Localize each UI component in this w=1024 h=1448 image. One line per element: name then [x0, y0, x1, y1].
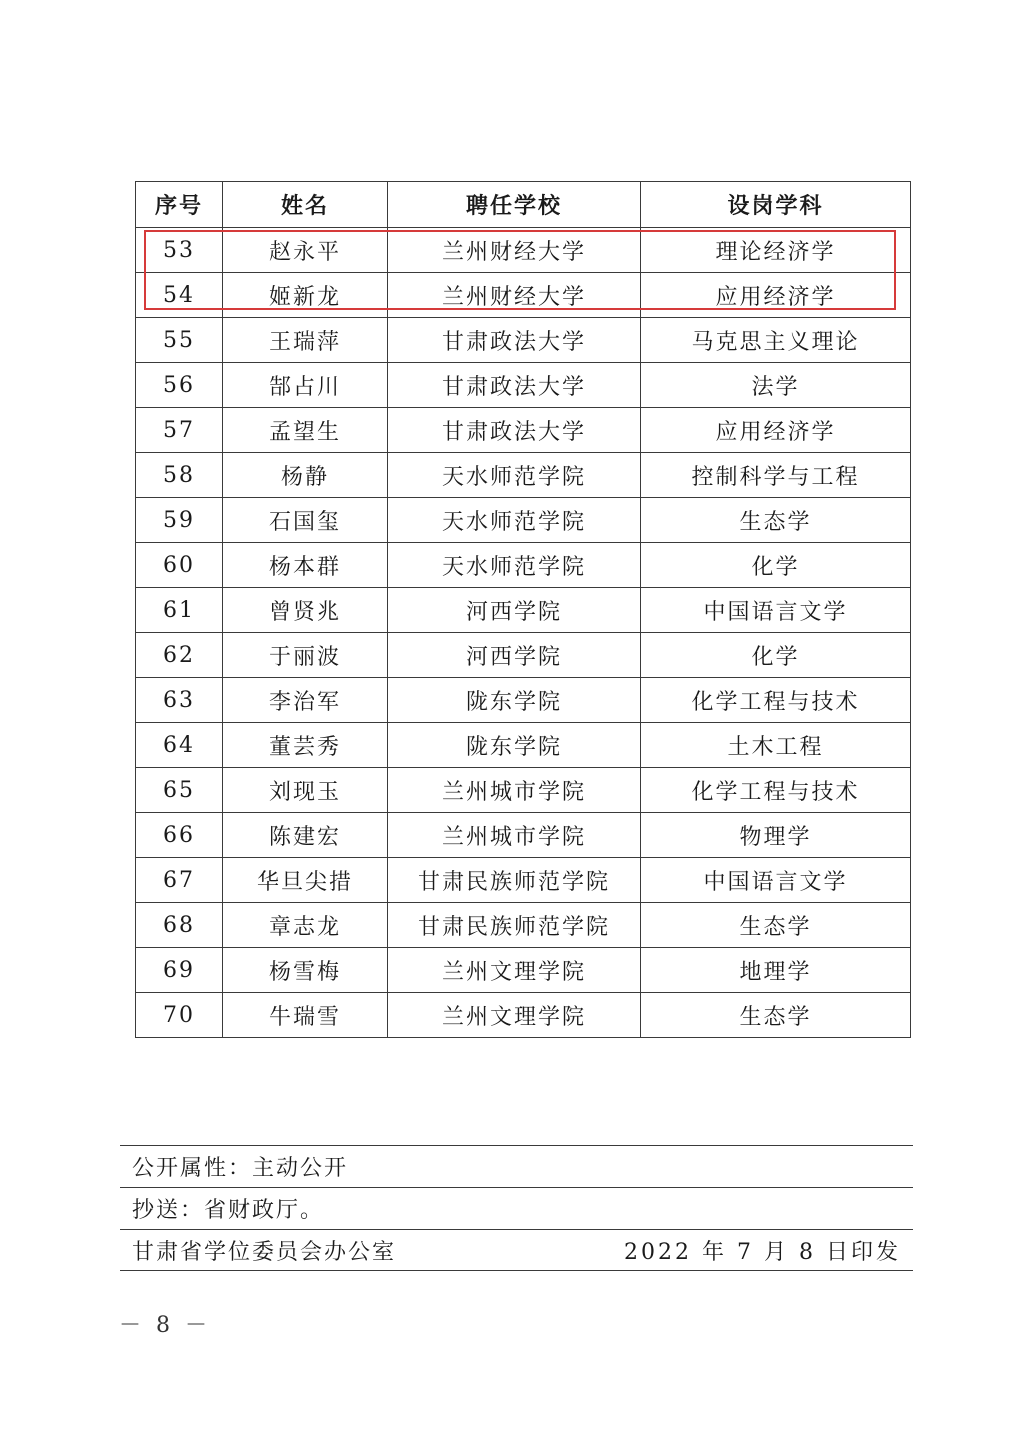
cell-name: 章志龙 [223, 903, 388, 948]
cell-serial: 63 [136, 678, 223, 723]
cell-school: 兰州文理学院 [388, 993, 641, 1038]
table-row [136, 993, 911, 1038]
table-row [136, 453, 911, 498]
header-school: 聘任学校 [388, 182, 641, 228]
appointment-table [135, 181, 911, 1038]
cell-discipline: 土木工程 [641, 723, 911, 768]
cell-name: 杨雪梅 [223, 948, 388, 993]
cell-name: 李治军 [223, 678, 388, 723]
cell-discipline: 控制科学与工程 [641, 453, 911, 498]
cell-name: 于丽波 [223, 633, 388, 678]
cell-serial: 66 [136, 813, 223, 858]
cell-school: 兰州财经大学 [388, 273, 641, 318]
cell-name: 郜占川 [223, 363, 388, 408]
cell-discipline: 物理学 [641, 813, 911, 858]
cell-discipline: 生态学 [641, 498, 911, 543]
table-row [136, 813, 911, 858]
cell-serial: 58 [136, 453, 223, 498]
table-row [136, 948, 911, 993]
cell-school: 甘肃民族师范学院 [388, 858, 641, 903]
cell-name: 王瑞萍 [223, 318, 388, 363]
cell-school: 天水师范学院 [388, 543, 641, 588]
cell-discipline: 应用经济学 [641, 273, 911, 318]
cell-discipline: 中国语言文学 [641, 588, 911, 633]
issuer-row [120, 1229, 913, 1271]
cell-name: 杨静 [223, 453, 388, 498]
table-row [136, 858, 911, 903]
header-name: 姓名 [223, 182, 388, 228]
cell-school: 天水师范学院 [388, 498, 641, 543]
cell-serial: 61 [136, 588, 223, 633]
cell-discipline: 法学 [641, 363, 911, 408]
cell-name: 曾贤兆 [223, 588, 388, 633]
cell-name: 陈建宏 [223, 813, 388, 858]
cell-discipline: 化学工程与技术 [641, 678, 911, 723]
table-row [136, 543, 911, 588]
cell-serial: 55 [136, 318, 223, 363]
cell-serial: 69 [136, 948, 223, 993]
issuer-text: 甘肃省学位委员会办公室 [132, 1239, 397, 1265]
table-row [136, 228, 911, 273]
cell-school: 兰州城市学院 [388, 813, 641, 858]
cell-serial: 70 [136, 993, 223, 1038]
cell-serial: 60 [136, 543, 223, 588]
cell-discipline: 应用经济学 [641, 408, 911, 453]
cell-serial: 59 [136, 498, 223, 543]
cell-school: 河西学院 [388, 588, 641, 633]
cell-serial: 67 [136, 858, 223, 903]
table-row [136, 408, 911, 453]
cell-school: 兰州文理学院 [388, 948, 641, 993]
cell-school: 甘肃政法大学 [388, 318, 641, 363]
cell-school: 兰州财经大学 [388, 228, 641, 273]
cell-name: 刘现玉 [223, 768, 388, 813]
cell-serial: 64 [136, 723, 223, 768]
table-row [136, 588, 911, 633]
cell-discipline: 化学 [641, 543, 911, 588]
cell-serial: 65 [136, 768, 223, 813]
cell-discipline: 化学工程与技术 [641, 768, 911, 813]
page-number: － 8 － [119, 1313, 211, 1338]
cell-serial: 54 [136, 273, 223, 318]
cell-name: 牛瑞雪 [223, 993, 388, 1038]
cell-discipline: 生态学 [641, 993, 911, 1038]
table-row [136, 363, 911, 408]
cell-discipline: 化学 [641, 633, 911, 678]
cell-name: 杨本群 [223, 543, 388, 588]
cell-school: 甘肃民族师范学院 [388, 903, 641, 948]
table-body [136, 228, 911, 1038]
cell-name: 姬新龙 [223, 273, 388, 318]
disclosure-text: 公开属性：主动公开 [132, 1156, 349, 1181]
cell-serial: 57 [136, 408, 223, 453]
cell-discipline: 生态学 [641, 903, 911, 948]
cc-text: 抄送：省财政厅。 [132, 1198, 325, 1223]
cell-discipline: 地理学 [641, 948, 911, 993]
disclosure-row [120, 1145, 913, 1187]
header-discipline: 设岗学科 [641, 182, 911, 228]
cell-school: 陇东学院 [388, 723, 641, 768]
cell-serial: 62 [136, 633, 223, 678]
cell-school: 天水师范学院 [388, 453, 641, 498]
cell-school: 河西学院 [388, 633, 641, 678]
table-row [136, 768, 911, 813]
table-row [136, 903, 911, 948]
table-header [136, 182, 911, 228]
cell-serial: 56 [136, 363, 223, 408]
table-row [136, 273, 911, 318]
cc-row [120, 1187, 913, 1229]
cell-school: 甘肃政法大学 [388, 408, 641, 453]
cell-discipline: 理论经济学 [641, 228, 911, 273]
cell-name: 孟望生 [223, 408, 388, 453]
header-serial: 序号 [136, 182, 223, 228]
table-row [136, 498, 911, 543]
cell-school: 甘肃政法大学 [388, 363, 641, 408]
cell-discipline: 中国语言文学 [641, 858, 911, 903]
cell-serial: 68 [136, 903, 223, 948]
document-footer [120, 1145, 913, 1271]
table-row [136, 318, 911, 363]
issue-date: 2022 年 7 月 8 日印发 [624, 1239, 901, 1265]
cell-name: 赵永平 [223, 228, 388, 273]
cell-name: 华旦尖措 [223, 858, 388, 903]
cell-school: 兰州城市学院 [388, 768, 641, 813]
cell-discipline: 马克思主义理论 [641, 318, 911, 363]
table-row [136, 678, 911, 723]
cell-school: 陇东学院 [388, 678, 641, 723]
table-row [136, 633, 911, 678]
cell-serial: 53 [136, 228, 223, 273]
cell-name: 石国玺 [223, 498, 388, 543]
table-row [136, 723, 911, 768]
cell-name: 董芸秀 [223, 723, 388, 768]
